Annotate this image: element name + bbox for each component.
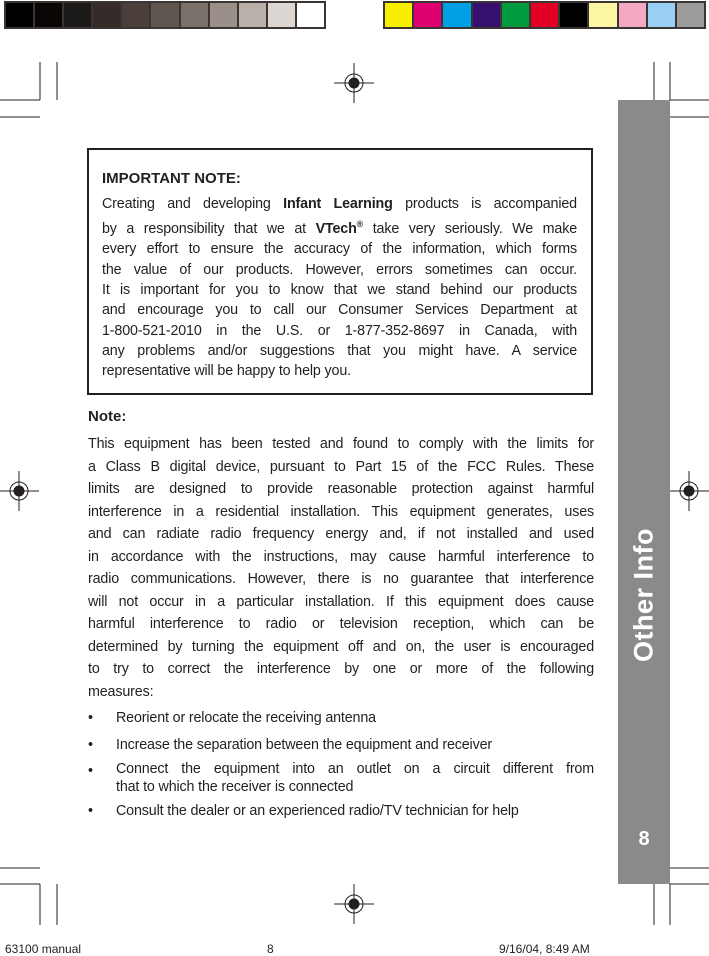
text-line: harmful interference to radio or television reception, which can be: [88, 616, 594, 632]
product-name: Infant Learning: [283, 196, 393, 212]
bullet-text: that to which the receiver is connected: [116, 779, 354, 795]
registration-mark-bottom: [334, 884, 374, 924]
text-line: This equipment has been tested and found to comply with the limits for: [88, 436, 594, 452]
registration-mark-left: [0, 471, 39, 511]
text-line: the value of our products. However, errors sometimes can occur.: [102, 261, 577, 278]
text-line: measures:: [88, 683, 154, 700]
note-line: [102, 194, 577, 214]
text-line: 1-800-521-2010 in the U.S. or 1-877-352-8697 in Canada, with: [102, 322, 577, 339]
registered-mark: ®: [356, 219, 364, 230]
text-line: in accordance with the instructions, may cause harmful interference to: [88, 548, 594, 565]
text-line: will not occur in a particular installation. If this equipment does cause: [88, 593, 594, 610]
bullet-text: Connect the equipment into an outlet on a circuit different from: [116, 761, 594, 777]
text-line: every effort to ensure the accuracy of the information, which forms: [102, 241, 577, 258]
bullet-item: [88, 707, 594, 730]
bullet-text: Consult the dealer or an experienced radio/TV technician for help: [116, 803, 519, 819]
text: products is accompanied: [392, 196, 577, 212]
text-line: determined by turning the equipment off and on, the user is encouraged: [88, 638, 594, 655]
section-tab-label: Other Info: [628, 528, 659, 662]
text-line: representative will be happy to help you.: [102, 363, 351, 380]
text-line: interference in a residential installation. This equipment generates, uses: [88, 503, 594, 520]
text-line: radio communications. However, there is no guarantee that interference: [88, 571, 594, 587]
footer-file: 63100 manual: [5, 942, 82, 956]
text-line: a Class B digital device, pursuant to Part 15 of the FCC Rules. These: [88, 458, 594, 475]
bullet-icon: •: [88, 710, 94, 726]
footer-page: 8: [267, 942, 274, 956]
text: by a responsibility that we at: [102, 221, 316, 238]
note-line: [102, 214, 577, 239]
text-line: limits are designed to provide reasonable protection against harmful: [88, 481, 594, 497]
text-line: to try to correct the interference by one or more of the following: [88, 661, 594, 677]
registration-mark-top: [334, 63, 374, 103]
text: Creating and developing: [102, 196, 284, 212]
text-line: and can radiate radio frequency energy and, if not installed and used: [88, 526, 594, 542]
bullet-icon: •: [88, 736, 94, 753]
important-note-box: [87, 148, 593, 395]
page-number: 8: [638, 828, 650, 850]
bullet-item: [88, 800, 594, 823]
brand-name: VTech: [315, 221, 357, 238]
registration-mark-right: [670, 471, 709, 511]
bullet-icon: •: [88, 803, 94, 819]
footer-timestamp: 9/16/04, 8:49 AM: [499, 942, 590, 956]
bullet-item: [88, 760, 594, 796]
text-line: It is important for you to know that we stand behind our products: [102, 281, 577, 298]
important-note-title: IMPORTANT NOTE:: [102, 170, 241, 187]
bullet-text: Increase the separation between the equipment and receiver: [116, 736, 492, 753]
bullet-icon: •: [88, 763, 94, 779]
text-line: and encourage you to call our Consumer Services Department at: [102, 302, 577, 319]
bullet-item: [88, 734, 594, 757]
text-line: any problems and/or suggestions that you might have. A service: [102, 342, 577, 359]
section-tab: [618, 100, 670, 884]
bullet-text: Reorient or relocate the receiving antenna: [116, 710, 376, 726]
text: take very seriously. We make: [363, 221, 578, 238]
fcc-note: [88, 408, 594, 823]
fcc-note-title: Note:: [88, 408, 127, 425]
